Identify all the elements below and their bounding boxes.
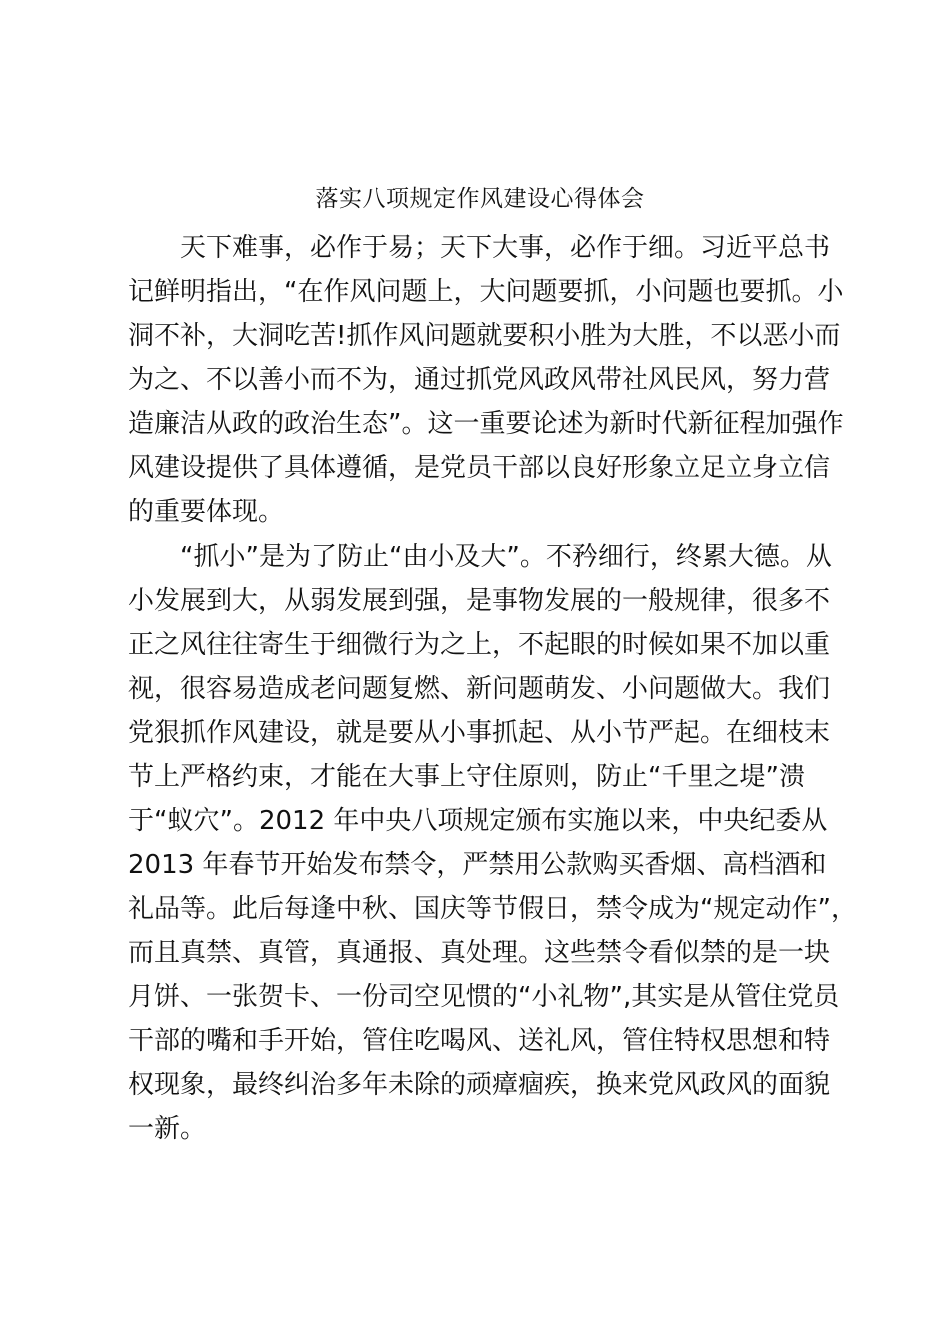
paragraph-line: 为之、不以善小而不为，通过抓党风政风带社风民风，努力营 [128,365,831,395]
paragraph-2 [128,535,857,1151]
document-title: 落实八项规定作风建设心得体会 [315,186,645,212]
paragraph-line: 一新。 [128,1114,207,1144]
paragraph-line: 造廉洁从政的政治生态”。这一重要论述为新时代新征程加强作 [128,409,844,439]
paragraph-line: 月饼、一张贺卡、一份司空见惯的“小礼物”,其实是从管住党员 [128,982,840,1012]
paragraph-line: 节上严格约束，才能在大事上守住原则，防止“千里之堤”溃 [128,762,805,792]
paragraph-line: 的重要体现。 [128,497,285,527]
paragraph-line: 风建设提供了具体遵循，是党员干部以良好形象立足立身立信 [128,453,831,483]
paragraph-line: 而且真禁、真管，真通报、真处理。这些禁令看似禁的是一块 [128,938,831,968]
paragraph-line: 记鲜明指出，“在作风问题上，大问题要抓，小问题也要抓。小 [128,277,844,307]
paragraph-line: 权现象，最终纠治多年未除的顽瘴痼疾，换来党风政风的面貌 [128,1070,831,1100]
paragraph-line: 礼品等。此后每逢中秋、国庆等节假日，禁令成为“规定动作”， [128,894,857,924]
paragraph-line: 正之风往往寄生于细微行为之上，不起眼的时候如果不加以重 [128,630,831,660]
paragraph-line: 洞不补，大洞吃苦!抓作风问题就要积小胜为大胜，不以恶小而 [128,321,841,351]
paragraph-line: “抓小”是为了防止“由小及大”。不矜细行，终累大德。从 [180,542,832,572]
paragraph-line: 小发展到大，从弱发展到强，是事物发展的一般规律，很多不 [128,586,831,616]
paragraph-line: 党狠抓作风建设，就是要从小事抓起、从小节严起。在细枝末 [128,718,831,748]
paragraph-line: 干部的嘴和手开始，管住吃喝风、送礼风，管住特权思想和特 [128,1026,831,1056]
paragraph-line: 天下难事，必作于易；天下大事，必作于细。习近平总书 [180,233,831,263]
paragraph-1 [128,226,844,534]
paragraph-line: 视，很容易造成老问题复燃、新问题萌发、小问题做大。我们 [128,674,831,704]
paragraph-line: 2013 年春节开始发布禁令，严禁用公款购买香烟、高档酒和 [128,850,827,880]
paragraph-line: 于“蚁穴”。2012 年中央八项规定颁布实施以来，中央纪委从 [128,806,828,836]
